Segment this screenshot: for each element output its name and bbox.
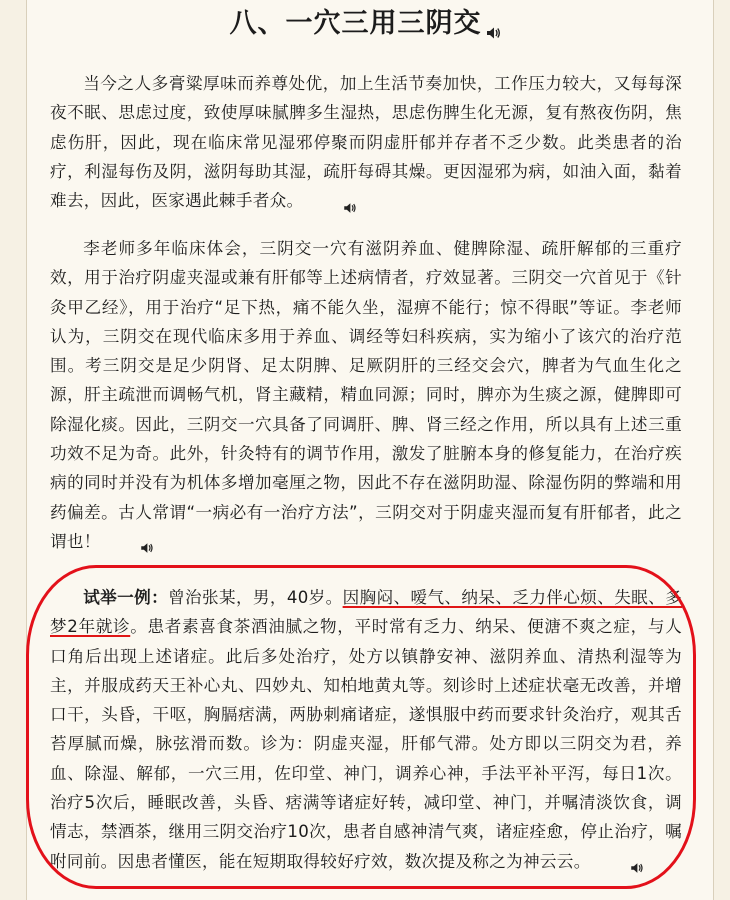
case-example-lead: 试举一例： <box>83 588 169 607</box>
case-intro-text: 曾治张某，男，40岁。 <box>168 588 343 607</box>
speaker-icon[interactable] <box>485 15 501 31</box>
underlined-symptoms: 因胸闷、嗳气、纳呆、乏力伴心烦、失眠、多梦2年就诊 <box>50 588 683 637</box>
title-text: 八、一穴三用三阴交 <box>229 8 482 39</box>
paragraph-1-text: 当今之人多膏粱厚味而养尊处优，加上生活节奏加快，工作压力较大，又每每深夜不眠、思虑过度，致使厚味腻脾多生湿热，思虑伤脾生化无源，复有熬夜伤阴，焦虑伤肝，因此，现在临床常见湿邪停聚而阴虚肝郁并存者不乏少数。此类患者的治疗，利湿每伤及阴，滋阴每助其湿，疏肝每碍其燥。更因湿邪为病，如油入面，黏着难去，因此，医家遇此棘手者众。 <box>50 74 682 211</box>
paragraph-1 <box>50 69 682 215</box>
paragraph-2 <box>50 234 682 556</box>
speaker-icon[interactable] <box>596 855 612 869</box>
paragraph-2-text: 李老师多年临床体会，三阴交一穴有滋阴养血、健脾除湿、疏肝解郁的三重疗效，用于治疗阴虚夹湿或兼有肝郁等上述病情者，疗效显著。三阴交一穴首见于《针灸甲乙经》，用于治疗“足下热，痛不能久坐，湿痹不能行；惊不得眠”等证。李老师认为，三阴交在现代临床多用于养血、调经等妇科疾病，实为缩小了该穴的治疗范围。考三阴交是足少阴肾、足太阴脾、足厥阴肝的三经交会穴，脾者为气血生化之源，肝主疏泄而调畅气机，肾主藏精，精血同源；同时，脾亦为生痰之源，健脾即可除湿化痰。因此，三阴交一穴具备了同调肝、脾、肾三经之作用，所以具有上述三重功效不足为奇。此外，针灸特有的调节作用，激发了脏腑本身的修复能力，在治疗疾病的同时并没有为机体多增加毫厘之物，因此不存在滋阴助湿、除湿伤阴的弊端和用药偏差。古人常谓“一病必有一治疗方法”，三阴交对于阴虚夹湿而复有肝郁者，此之谓也！ <box>50 239 682 551</box>
speaker-icon[interactable] <box>309 195 325 209</box>
paragraph-3 <box>50 583 682 876</box>
page-title <box>0 6 730 42</box>
case-body-text: 。患者素喜食茶酒油腻之物，平时常有乏力、纳呆、便溏不爽之症，与人口角后出现上述诸症。此后多处治疗，处方以镇静安神、滋阴养血、清热利湿等为主，并服成药天王补心丸、四妙丸、知柏地黄丸等。刻诊时上述症状毫无改善，并增口干，头昏，干呕，胸膈痞满，两胁刺痛诸症，遂惧服中药而要求针灸治疗，观其舌苔厚腻而燥，脉弦滑而数。诊为：阴虚夹湿，肝郁气滞。处方即以三阴交为君，养血、除湿、解郁，一穴三用，佐印堂、神门，调养心神，手法平补平泻，每日1次。治疗5次后，睡眠改善，头昏、痞满等诸症好转，减印堂、神门，并嘱清淡饮食，调情志，禁酒茶，继用三阴交治疗10次，患者自感神清气爽，诸症痊愈，停止治疗，嘱咐同前。因患者懂医，能在短期取得较好疗效，数次提及称之为神云云。 <box>50 617 682 871</box>
speaker-icon[interactable] <box>106 535 122 549</box>
